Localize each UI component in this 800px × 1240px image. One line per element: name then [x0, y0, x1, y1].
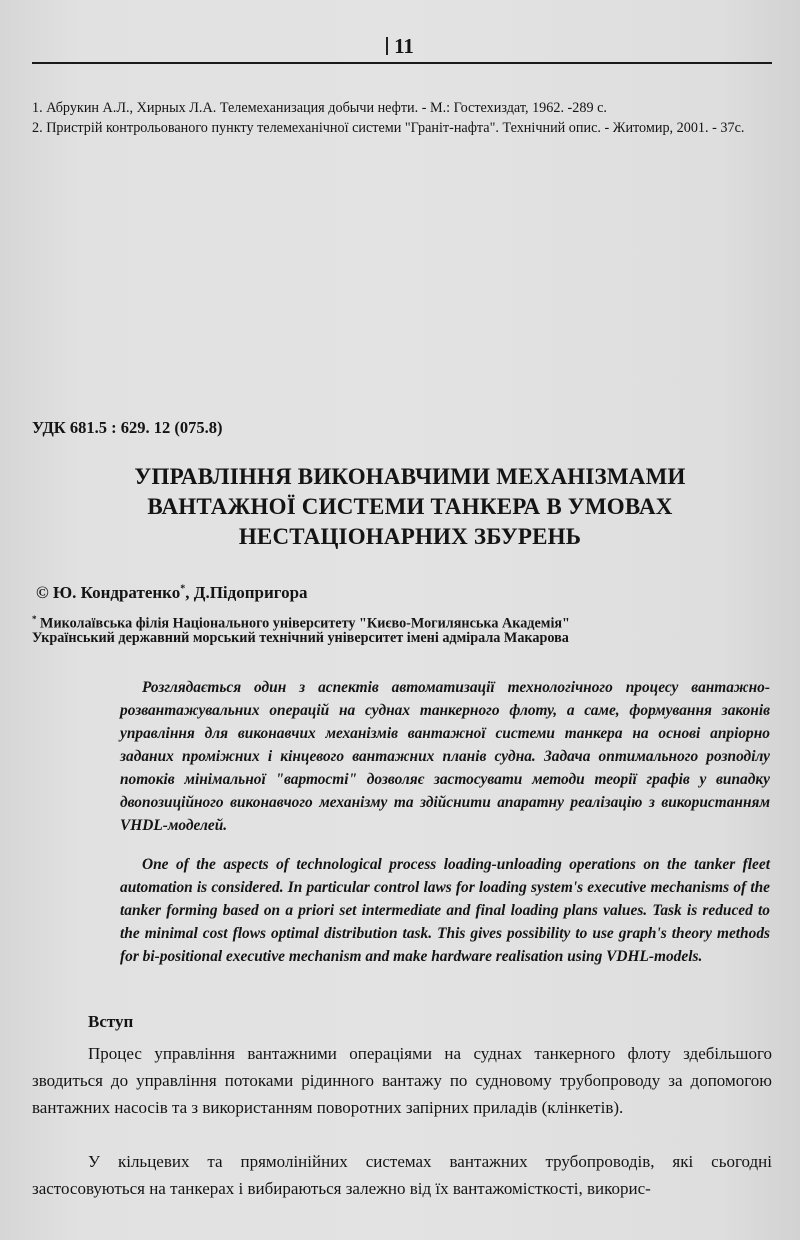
body-paragraph: Процес управління вантажними операціями на суднах танкерного флоту здебільшого зводиться до управління потоками рідинного вантажу по судновому трубопроводу за допомогою вантажних насосів та з використанням поворотних запірних приладів (клінкетів). [32, 1044, 772, 1117]
body-paragraph: У кільцевих та прямолінійних системах вантажних трубопроводів, які сьогодні застосовуються на танкерах і вибираються залежно від їх вантажомісткості, викорис- [32, 1152, 772, 1198]
affiliation-mark: * [32, 614, 37, 624]
article-title [60, 462, 760, 552]
reference-item: 1. Абрукин А.Л., Хирных Л.А. Телемеханизация добычи нефти. - М.: Гостехиздат, 1962. -289 с. [32, 100, 607, 116]
title-line: НЕСТАЦІОНАРНИХ ЗБУРЕНЬ [238, 524, 582, 549]
affiliation-1-text: Миколаївська філія Національного університету "Києво-Могилянська Академія" [36, 615, 570, 632]
author-footnote-mark: * [180, 583, 186, 595]
page-number-value: 11 [394, 34, 414, 58]
author-name: © Ю. Кондратенко [36, 583, 181, 602]
affiliation-2: Український державний морський технічний університет імені адмірала Макарова [32, 630, 569, 646]
section-heading: Вступ [88, 1012, 134, 1031]
reference-list [32, 98, 772, 138]
page-number [0, 34, 800, 59]
title-line: УПРАВЛІННЯ ВИКОНАВЧИМИ МЕХАНІЗМАМИ [134, 464, 686, 489]
title-line: ВАНТАЖНОЇ СИСТЕМИ ТАНКЕРА В УМОВАХ [147, 494, 673, 519]
page-number-mark [386, 37, 388, 55]
abstract-ukrainian: Розглядається один з аспектів автоматизації технологічного процесу вантажно-розвантажувальних операцій на суднах танкерного флоту, а саме, формування законів управління для виконавчих механізмів вантажної системи танкера на основі апріорно заданих проміжних і кінцевого вантажних планів судна. Задача оптимального розподілу потоків мінімальної "вартості" дозволяє застосувати методи теорії графів у випадку двопозиційного виконавчого механізму та здійснити апаратну реалізацію з використанням VHDL-моделей. [120, 679, 770, 834]
coauthor-name: , Д.Підопригора [185, 583, 308, 602]
reference-item: 2. Пристрій контрольованого пункту телемеханічної системи "Граніт-нафта". Технічний опис. - Житомир, 2001. - 37с. [32, 120, 745, 136]
abstract-english: One of the aspects of technological process loading-unloading operations on the tanker fleet automation is considered. In particular control laws for loading system's executive mechanisms of the tanker forming based on a priori set intermediate and final loading plans values. Task is reduced to the minimal cost flows optimal distribution task. This gives possibility to use graph's theory methods for bi-positional executive mechanism and make hardware realisation using VDHL-models. [120, 856, 770, 965]
header-rule [32, 62, 772, 64]
authors-line [36, 583, 308, 603]
udc-code: УДК 681.5 : 629. 12 (075.8) [32, 418, 223, 437]
